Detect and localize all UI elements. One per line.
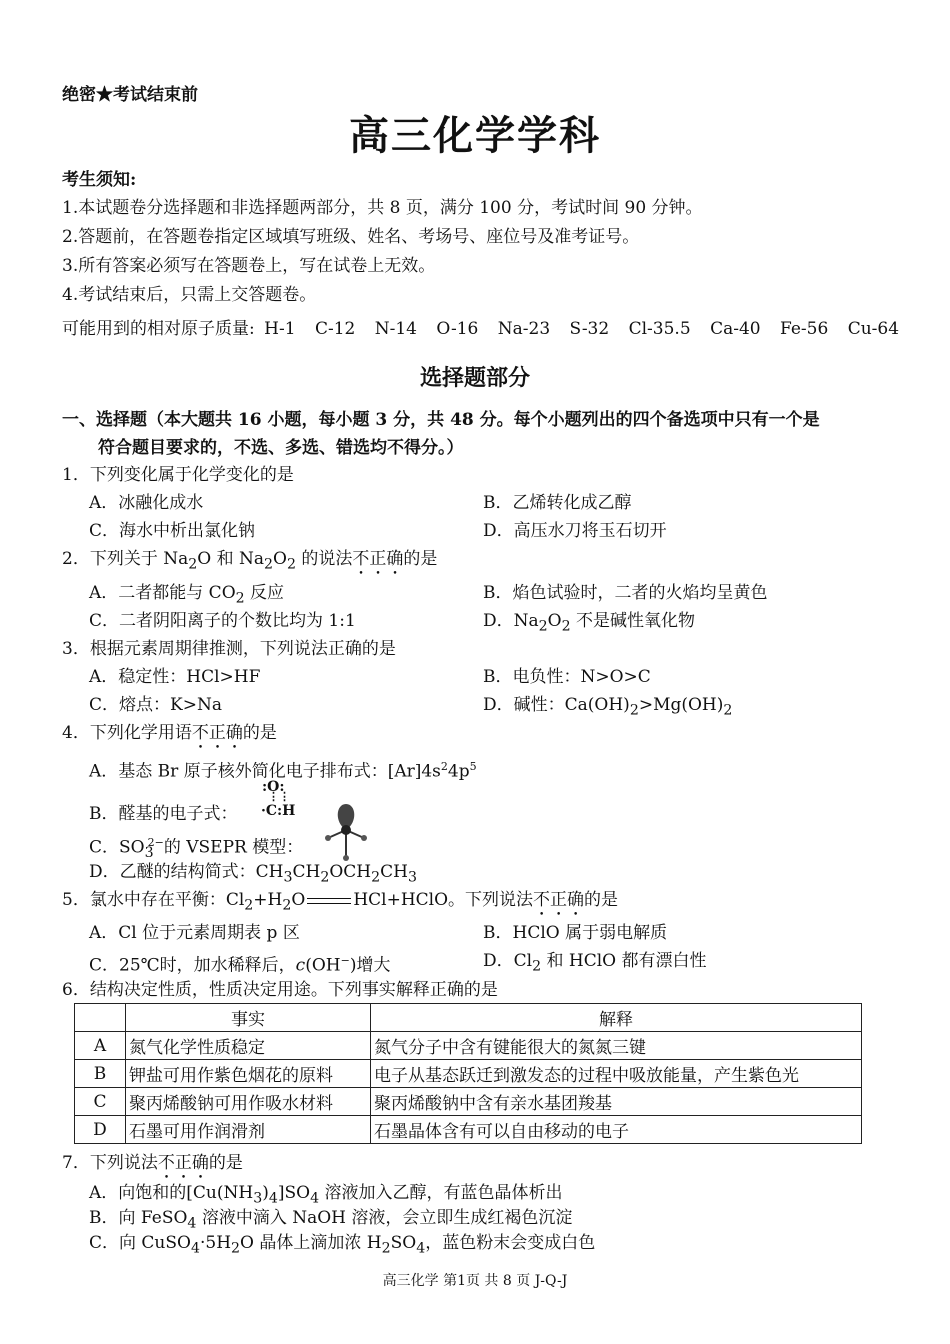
text: 的是 <box>584 890 619 910</box>
subscript: 2 <box>188 556 198 573</box>
text: 4．下列化学用语 <box>62 723 192 743</box>
question-stem: 1．下列变化属于化学变化的是 <box>62 465 294 485</box>
text: CH <box>380 862 408 882</box>
text: OCH <box>329 862 372 882</box>
option-b: B．电负性：N>O>C <box>483 667 651 687</box>
option-a <box>89 1182 563 1209</box>
atomic-mass: H-1 <box>264 319 296 339</box>
option-a: A．Cl 位于元素周期表 p 区 <box>89 923 300 943</box>
text: O 晶体上滴加浓 H <box>240 1233 382 1253</box>
text: 的是 <box>242 723 277 743</box>
superscript: − <box>340 954 350 967</box>
table-cell: 石墨晶体含有可以自由移动的电子 <box>371 1116 862 1144</box>
atomic-mass: Na-23 <box>497 319 551 339</box>
option-d: D．高压水刀将玉石切开 <box>483 521 667 541</box>
emphasis-text: 不正确 <box>157 1153 209 1173</box>
aldehyde-dot-bond: ⋮⋮ <box>268 790 290 803</box>
table-cell: 聚丙烯酸钠中含有亲水基团羧基 <box>371 1088 862 1116</box>
text: D．碱性：Ca(OH) <box>483 695 630 715</box>
subscript: 3 <box>283 869 293 886</box>
table-cell: 电子从基态跃迁到激发态的过程中吸放能量，产生紫色光 <box>371 1060 862 1088</box>
text: C．25℃时，加水稀释后， <box>89 955 296 976</box>
text: C．SO <box>89 837 145 858</box>
table-row <box>75 1088 862 1116</box>
subscript: 2 <box>282 897 292 914</box>
superscript: 5 <box>469 760 477 773</box>
atomic-mass-line <box>62 318 899 340</box>
text: B．向 FeSO <box>89 1208 188 1228</box>
option-d <box>89 861 417 888</box>
aldehyde-dot-oxygen: :O: <box>262 779 285 795</box>
text: 的说法 <box>295 549 353 569</box>
section-instruction: 一、选择题（本大题共 16 小题，每小题 3 分，共 48 分。每个小题列出的四个备选项中只有一个是 <box>62 410 820 430</box>
atomic-mass: O-16 <box>436 319 479 339</box>
text: D．Cl <box>483 951 533 971</box>
question-stem <box>62 722 277 753</box>
page-footer: 高三化学 第1页 共 8 页 J-Q-J <box>382 1273 568 1289</box>
option-a <box>89 582 284 609</box>
text: 反应 <box>244 583 285 603</box>
subscript: 3 <box>144 845 154 862</box>
aldehyde-dot-carbon: ·C:H <box>261 803 296 819</box>
subscript: 2 <box>371 869 381 886</box>
subscript: 4 <box>187 1215 197 1232</box>
subscript: 2 <box>381 1240 391 1257</box>
option-c: C．熔点：K>Na <box>89 695 222 715</box>
text: ·5H <box>199 1233 232 1253</box>
subscript: 2 <box>561 618 571 635</box>
table-cell: 氮气化学性质稳定 <box>126 1032 371 1060</box>
table-cell: 钾盐可用作紫色烟花的原料 <box>126 1060 371 1088</box>
text: ，蓝色粉末会变成白色 <box>425 1233 596 1253</box>
text: )增大 <box>349 955 391 976</box>
subscript: 2 <box>286 556 296 573</box>
table-cell: 氮气分子中含有键能很大的氮氮三键 <box>371 1032 862 1060</box>
text: D．Na <box>483 611 539 631</box>
option-d <box>483 950 707 977</box>
superscript: 2 <box>440 760 448 773</box>
notice-item: 3.所有答案必须写在答题卷上，写在试卷上无效。 <box>62 256 436 276</box>
subscript: 2 <box>231 1240 241 1257</box>
notice-item: 2.答题前，在答题卷指定区域填写班级、姓名、考场号、座位号及准考证号。 <box>62 227 640 247</box>
text: CH <box>292 862 321 882</box>
equilibrium-arrow-icon <box>307 895 351 907</box>
text: SO <box>390 1233 417 1253</box>
table-row <box>75 1060 862 1088</box>
option-c: C．海水中析出氯化钠 <box>89 521 256 541</box>
option-c <box>89 950 390 977</box>
text: 的 VSEPR 模型： <box>163 837 304 858</box>
text: A．基态 Br 原子核外简化电子排布式：[Ar]4s <box>89 761 441 782</box>
table-cell: B <box>75 1060 126 1088</box>
option-b <box>89 1207 572 1234</box>
question-stem <box>62 548 437 579</box>
table-cell: 石墨可用作润滑剂 <box>126 1116 371 1144</box>
table-header <box>75 1004 126 1032</box>
option-d <box>483 610 695 637</box>
table-header: 解释 <box>371 1004 862 1032</box>
atomic-mass: Fe-56 <box>780 319 829 339</box>
option-b: B．醛基的电子式： <box>89 804 238 824</box>
text: O <box>547 611 562 631</box>
text: c <box>295 955 306 976</box>
emphasis-text: 不正确 <box>191 723 243 743</box>
atomic-mass: Cl-35.5 <box>628 319 691 339</box>
page-title: 高三化学学科 <box>349 112 601 159</box>
table-cell: A <box>75 1032 126 1060</box>
subscript: 4 <box>310 1190 320 1207</box>
atomic-mass: S-32 <box>569 319 610 339</box>
emphasis-text: 不正确 <box>352 549 404 569</box>
subscript: 2 <box>235 590 245 607</box>
text: ) <box>262 1183 269 1203</box>
question-stem <box>62 889 618 920</box>
text: O <box>273 549 287 569</box>
text: 不是碱性氧化物 <box>570 611 696 631</box>
atomic-mass: Cu-64 <box>847 319 900 339</box>
question-stem <box>62 1152 243 1183</box>
option-c <box>89 832 303 864</box>
subscript: 2 <box>264 556 274 573</box>
text: 5．氯水中存在平衡：Cl <box>62 890 245 910</box>
table-cell: C <box>75 1088 126 1116</box>
notice-heading: 考生须知: <box>62 170 137 190</box>
facts-table <box>74 1003 862 1144</box>
superscript: 2− <box>147 836 164 849</box>
option-b: B．焰色试验时，二者的火焰均呈黄色 <box>483 583 768 603</box>
section-instruction: 符合题目要求的，不选、多选、错选均不得分。） <box>98 438 464 458</box>
table-cell: 聚丙烯酸钠可用作吸水材料 <box>126 1088 371 1116</box>
text: C．向 CuSO <box>89 1233 191 1253</box>
text: 的是 <box>403 549 438 569</box>
text: >Mg(OH) <box>638 695 724 715</box>
subscript: 2 <box>532 958 542 975</box>
text: D．乙醚的结构简式：CH <box>89 862 284 882</box>
atomic-mass-label: 可能用到的相对原子质量: <box>62 319 255 339</box>
subscript: 3 <box>407 869 417 886</box>
question-stem: 3．根据元素周期律推测，下列说法正确的是 <box>62 639 396 659</box>
subscript: 4 <box>416 1240 426 1257</box>
section-title: 选择题部分 <box>419 365 530 391</box>
text: (OH <box>305 955 341 976</box>
text: 溶液中滴入 NaOH 溶液，会立即生成红褐色沉淀 <box>196 1208 573 1228</box>
atomic-mass: Ca-40 <box>710 319 761 339</box>
vsepr-model-image <box>324 800 368 862</box>
subscript: 2 <box>320 869 330 886</box>
table-header-row <box>75 1004 862 1032</box>
text: A．向饱和的[Cu(NH <box>89 1183 254 1203</box>
atomic-mass: N-14 <box>374 319 417 339</box>
text: HCl+HClO。下列说法 <box>353 890 534 910</box>
option-c <box>89 1232 595 1259</box>
table-row <box>75 1116 862 1144</box>
subscript: 4 <box>190 1240 200 1257</box>
option-d <box>483 694 732 721</box>
emphasis-text: 不正确 <box>533 890 585 910</box>
subscript: 2 <box>244 897 254 914</box>
option-a: A．冰融化成水 <box>89 493 204 513</box>
text: A．二者都能与 CO <box>89 583 236 603</box>
text: O <box>291 890 306 910</box>
subscript: 4 <box>268 1190 278 1207</box>
text: +H <box>253 890 283 910</box>
subscript: 2 <box>629 702 639 719</box>
subscript: 3 <box>253 1190 263 1207</box>
subscript: 2 <box>723 702 733 719</box>
text: O 和 Na <box>197 549 265 569</box>
text: 2．下列关于 Na <box>62 549 189 569</box>
option-b: B．HClO 属于弱电解质 <box>483 923 668 943</box>
text: 的是 <box>208 1153 243 1173</box>
option-a: A．稳定性：HCl>HF <box>89 667 261 687</box>
option-c: C．二者阴阳离子的个数比均为 1:1 <box>89 611 356 631</box>
confidential-label: 绝密★考试结束前 <box>62 85 198 105</box>
table-row <box>75 1032 862 1060</box>
option-b: B．乙烯转化成乙醇 <box>483 493 632 513</box>
subscript: 2 <box>538 618 548 635</box>
atomic-mass: C-12 <box>314 319 356 339</box>
notice-item: 4.考试结束后，只需上交答题卷。 <box>62 285 317 305</box>
text: 和 HClO 都有漂白性 <box>541 951 707 971</box>
notice-item: 1.本试题卷分选择题和非选择题两部分，共 8 页，满分 100 分，考试时间 90 分钟。 <box>62 198 703 218</box>
table-cell: D <box>75 1116 126 1144</box>
text: 7．下列说法 <box>62 1153 158 1173</box>
table-header: 事实 <box>126 1004 371 1032</box>
text: ]SO <box>277 1183 311 1203</box>
question-stem: 6．结构决定性质，性质决定用途。下列事实解释正确的是 <box>62 980 498 1000</box>
text: 溶液加入乙醇，有蓝色晶体析出 <box>319 1183 563 1203</box>
text: 4p <box>447 761 470 782</box>
